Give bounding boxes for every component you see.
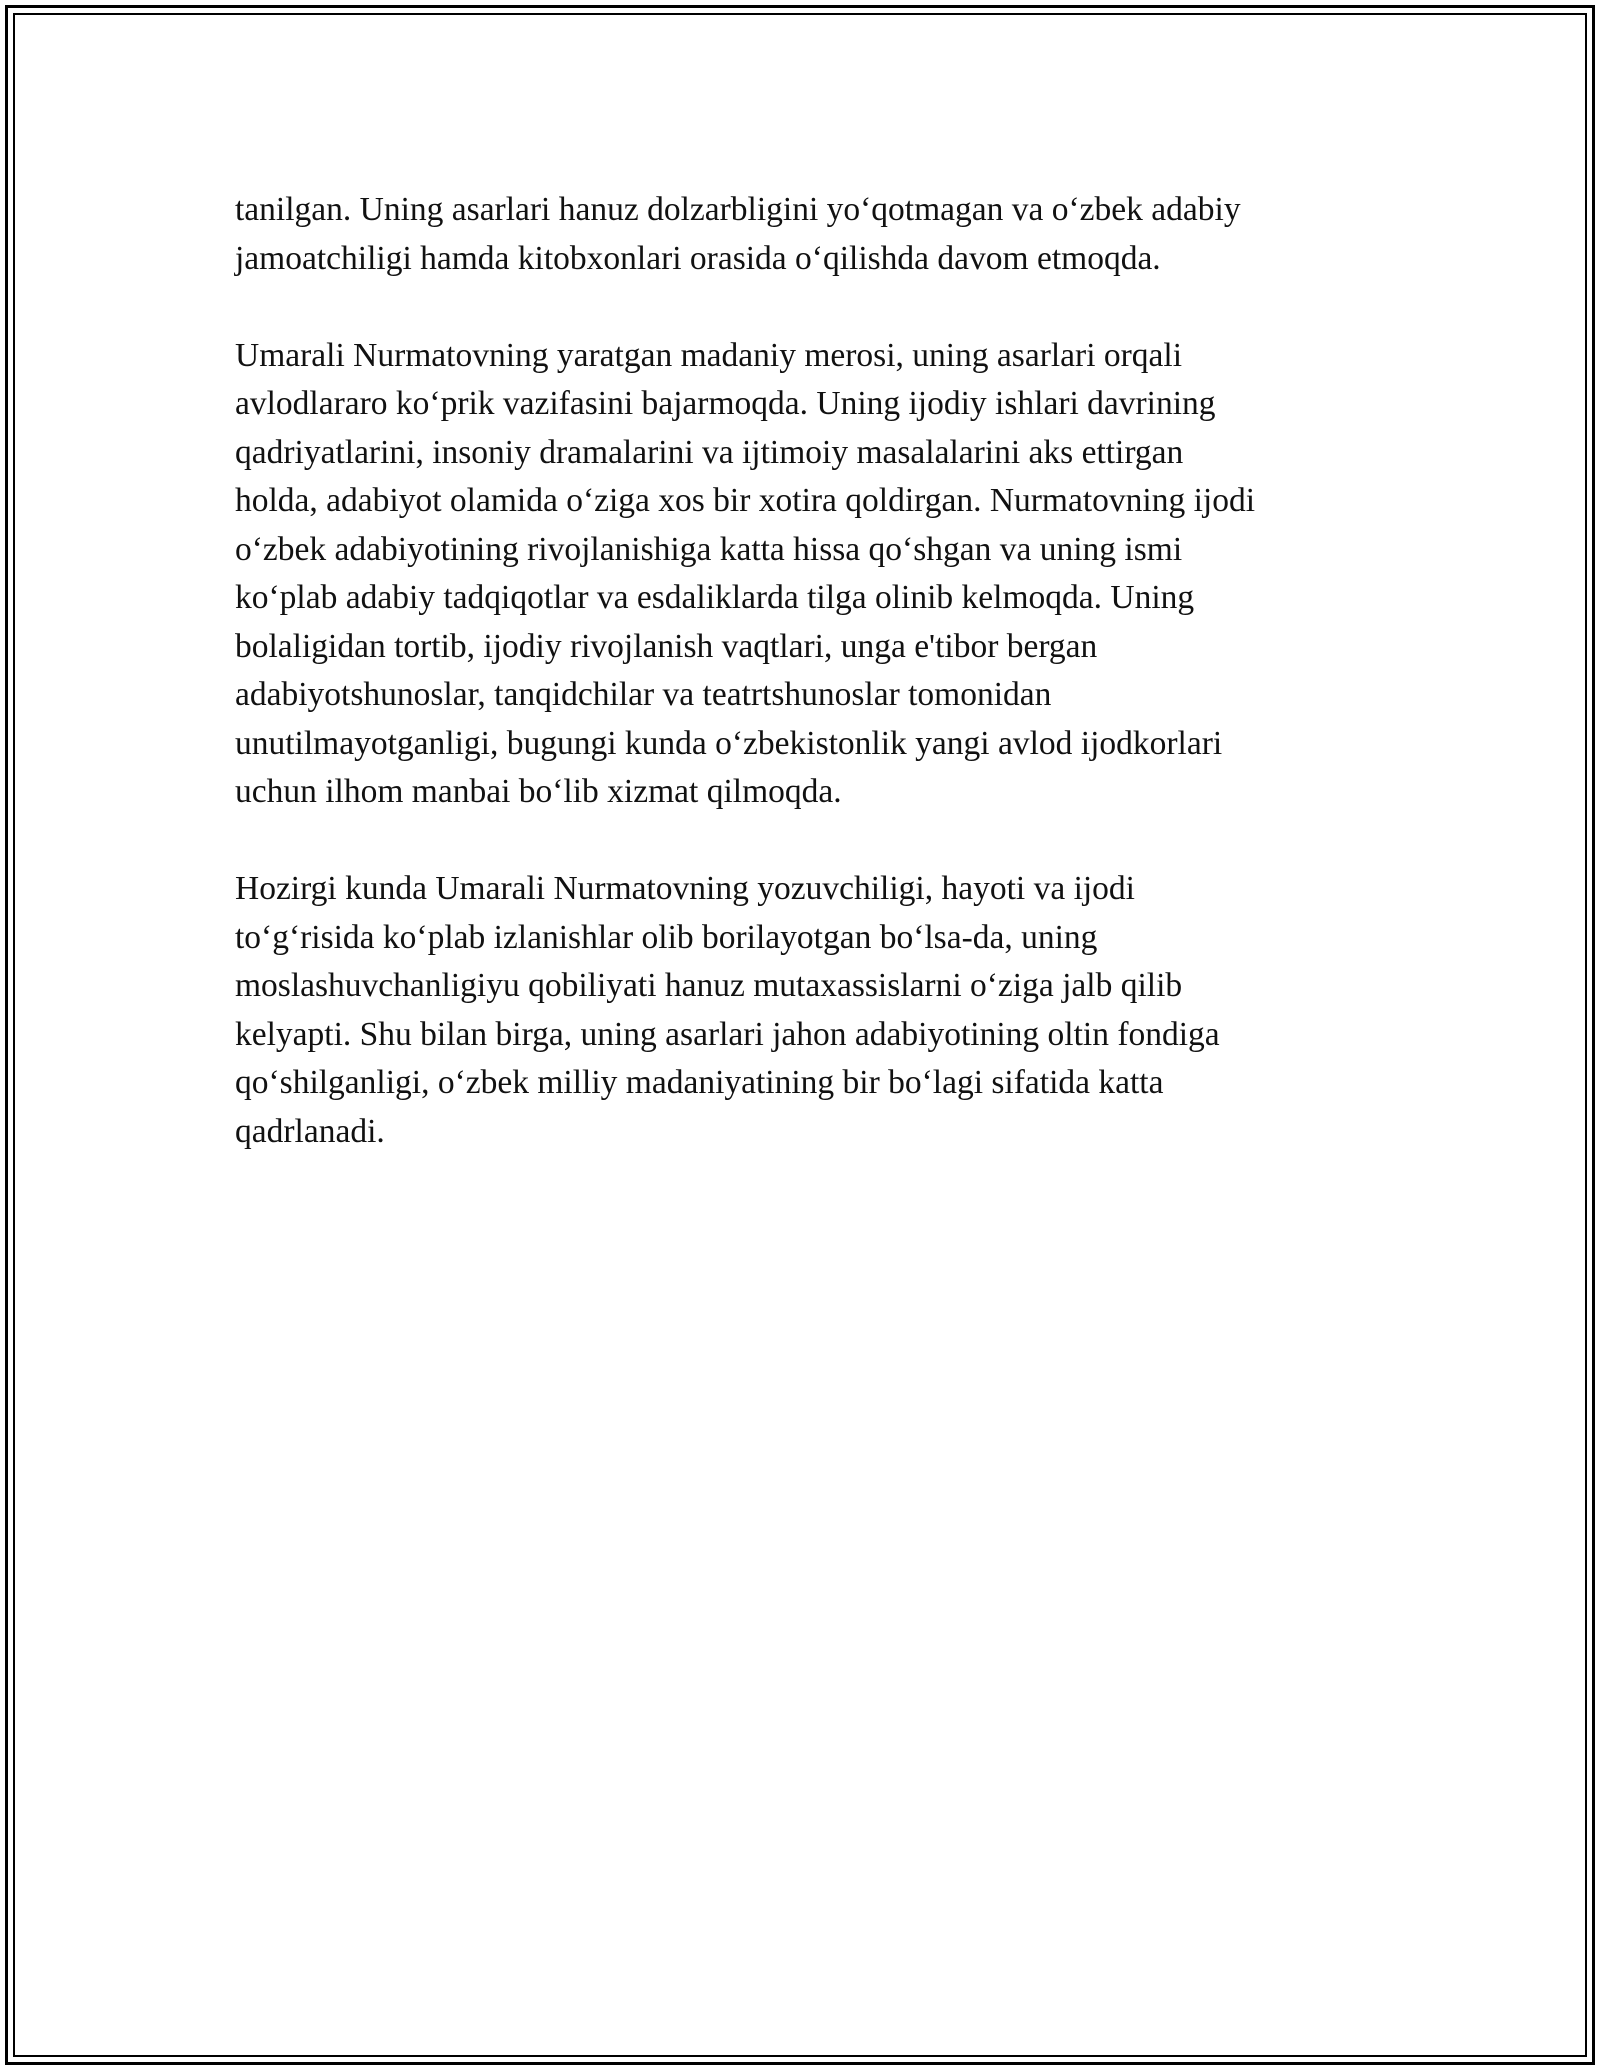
text-line: uchun ilhom manbai bo‘lib xizmat qilmoqda. xyxy=(235,773,842,810)
text-line: ko‘plab adabiy tadqiqotlar va esdaliklarda tilga olinib kelmoqda. Uning xyxy=(235,579,1195,616)
text-line: Hozirgi kunda Umarali Nurmatovning yozuvchiligi, hayoti va ijodi xyxy=(235,870,1135,907)
text-line: qadriyatlarini, insoniy dramalarini va ijtimoiy masalalarini aks ettirgan xyxy=(235,433,1184,471)
text-line: jamoatchiligi hamda kitobxonlari orasida o‘qilishda davom etmoqda. xyxy=(235,239,1161,277)
text-line: to‘g‘risida ko‘plab izlanishlar olib borilayotgan bo‘lsa-da, uning xyxy=(235,918,1098,956)
text-line: qadrlanadi. xyxy=(235,1112,385,1150)
text-line: Umarali Nurmatovning yaratgan madaniy merosi, uning asarlari orqali xyxy=(235,336,1183,374)
text-line: kelyapti. Shu bilan birga, uning asarlari jahon adabiyotining oltin fondiga xyxy=(235,1015,1220,1053)
text-line: avlodlararo ko‘prik vazifasini bajarmoqda. Uning ijodiy ishlari davrining xyxy=(235,385,1216,422)
text-line: moslashuvchanligiyu qobiliyati hanuz mutaxassislarni o‘ziga jalb qilib xyxy=(235,967,1183,1004)
text-line: bolaligidan tortib, ijodiy rivojlanish vaqtlari, unga e'tibor bergan xyxy=(235,627,1098,665)
text-line: adabiyotshunoslar, tanqidchilar va teatrtshunoslar tomonidan xyxy=(235,676,1052,713)
text-line: qo‘shilganligi, o‘zbek milliy madaniyatining bir bo‘lagi sifatida katta xyxy=(235,1064,1164,1101)
text-line: unutilmayotganligi, bugungi kunda o‘zbekistonlik yangi avlod ijodkorlari xyxy=(235,724,1223,762)
text-line: o‘zbek adabiyotining rivojlanishiga katta hissa qo‘shgan va uning ismi xyxy=(235,530,1183,568)
text-line: holda, adabiyot olamida o‘ziga xos bir xotira qoldirgan. Nurmatovning ijodi xyxy=(235,482,1255,519)
document-body xyxy=(235,186,1365,1205)
text-line: tanilgan. Uning asarlari hanuz dolzarbligini yo‘qotmagan va o‘zbek adabiy xyxy=(235,191,1241,228)
paragraph xyxy=(235,865,1365,1156)
paragraph xyxy=(235,332,1365,817)
paragraph xyxy=(235,186,1365,283)
